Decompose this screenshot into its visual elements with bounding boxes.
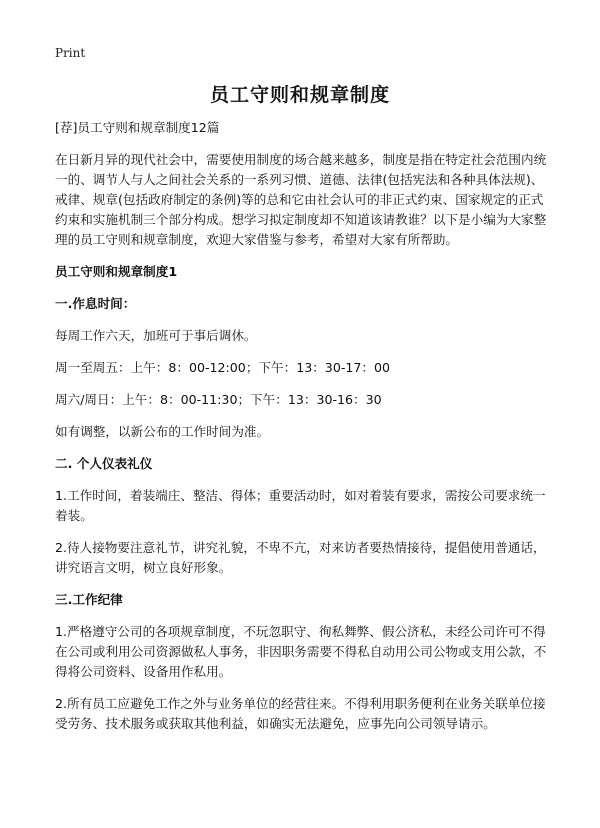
section-heading: 一.作息时间： [55,296,136,311]
paragraph: 2.待人接物要注意礼节，讲究礼貌，不卑不亢，对来访者要热情接待，提倡使用普通话，讲究语言文明，树立良好形象。 [55,540,546,575]
paragraph: 1.严格遵守公司的各项规章制度，不玩忽职守、徇私舞弊、假公济私，未经公司许可不得在公司或利用公司资源做私人事务，非因职务需要不得私自动用公司公物或支用公款，不得将公司资料、设备用作私用。 [55,624,547,679]
document-title: 员工守则和规章制度 [209,84,390,106]
section-heading: 三.工作纪律 [55,592,123,607]
paragraph: 每周工作六天，加班可于事后调休。 [55,328,257,343]
paragraph: 周一至周五：上午：8：00-12:00；下午：13：30-17：00 [55,360,391,375]
paragraph: 1.工作时间，着装端庄、整洁、得体；重要活动时，如对着装有要求，需按公司要求统一着装。 [55,488,546,523]
paragraph: 周六/周日：上午：8：00-11:30；下午：13：30-16：30 [55,392,382,407]
rule-title: 员工守则和规章制度1 [55,264,178,279]
document-body [55,118,549,746]
section-heading: 二. 个人仪表礼仪 [55,456,153,471]
paragraph: 如有调整，以新公布的工作时间为准。 [55,424,270,439]
print-label: Print [55,46,86,60]
document-subtitle: [荐]员工守则和规章制度12篇 [55,120,220,135]
intro-paragraph: 在日新月异的现代社会中，需要使用制度的场合越来越多，制度是指在特定社会范围内统一的、调节人与人之间社会关系的一系列习惯、道德、法律(包括宪法和各种具体法规)、戒律、规章(包括政府制定的条例)等的总和它由社会认可的非正式约束、国家规定的正式约束和实施机制三个部分构成。想学习拟定制度却不知道该请教谁？以下是小编为大家整理的员工守则和规章制度，欢迎大家借鉴与参考，希望对大家有所帮助。 [55,152,547,247]
paragraph: 2.所有员工应避免工作之外与业务单位的经营往来。不得利用职务便利在业务关联单位接受劳务、技术服务或获取其他利益，如确实无法避免，应事先向公司领导请示。 [55,696,546,731]
